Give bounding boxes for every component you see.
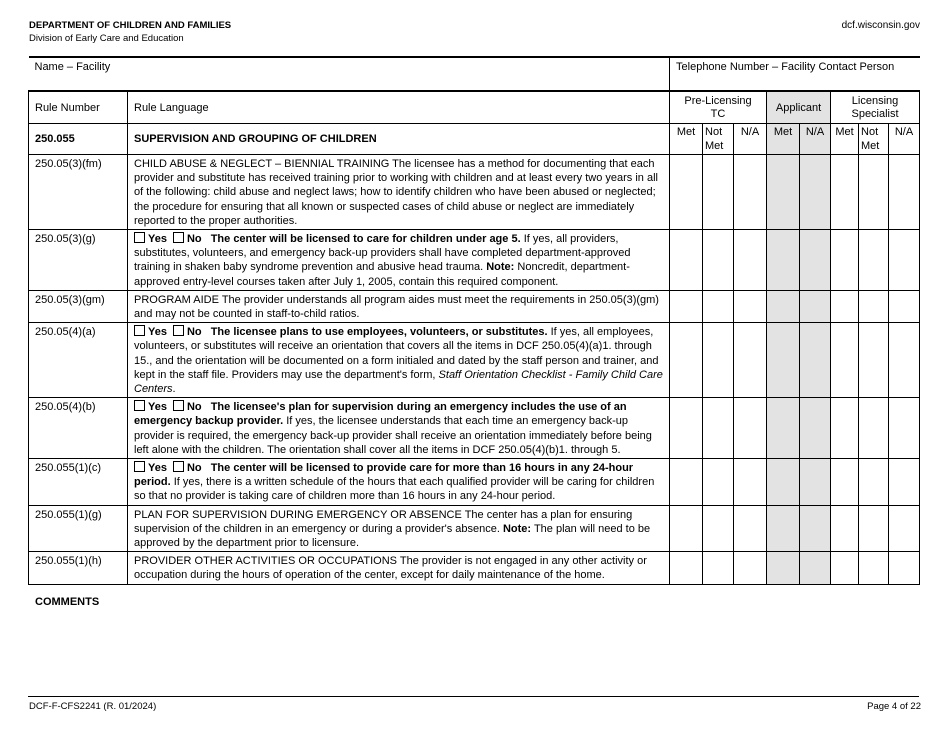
check-cell[interactable]	[831, 154, 859, 229]
department-name: DEPARTMENT OF CHILDREN AND FAMILIES	[29, 20, 232, 31]
rule-question: The center will be licensed to care for children under age 5.	[210, 232, 521, 245]
rule-number: 250.05(4)(a)	[29, 323, 128, 398]
yes-label: Yes	[148, 326, 167, 339]
check-cell[interactable]	[734, 552, 767, 584]
yes-checkbox[interactable]	[134, 400, 145, 411]
rule-text	[128, 398, 670, 459]
rule-row	[29, 398, 920, 459]
check-cell[interactable]	[767, 552, 800, 584]
rule-tail: .	[172, 382, 176, 395]
check-cell[interactable]	[800, 154, 831, 229]
form-title: Staff Orientation Checklist - Family Child Care Centers	[134, 368, 663, 395]
check-cell[interactable]	[889, 398, 920, 459]
rule-text: PROGRAM AIDE The provider understands all program aides must meet the requirements in 250.05(3)(gm) and may not be counted in staff-to-child ratios.	[128, 290, 670, 322]
check-cell[interactable]	[767, 398, 800, 459]
pre-licensing-met-header: Met	[670, 123, 703, 154]
yes-label: Yes	[148, 461, 167, 474]
note-label: Note:	[486, 261, 515, 274]
rule-text	[128, 229, 670, 290]
check-cell[interactable]	[670, 323, 703, 398]
rule-row	[29, 458, 920, 505]
pre-licensing-na-header: N/A	[734, 123, 767, 154]
check-cell[interactable]	[703, 398, 734, 459]
footer-divider	[28, 696, 919, 697]
check-cell[interactable]	[734, 154, 767, 229]
rule-text: CHILD ABUSE & NEGLECT – BIENNIAL TRAINING The licensee has a method for documenting that each provider and substitute has received training prior to working with children and at least every two years in all of the following: child abuse and neglect laws; how to identify children who have been abused or neglected; the procedure for ensuring that all known or suspected cases of child abuse or neglect are immediately reported to the proper authorities.	[128, 154, 670, 229]
no-checkbox[interactable]	[173, 400, 184, 411]
check-cell[interactable]	[767, 229, 800, 290]
check-cell[interactable]	[767, 458, 800, 505]
rule-row	[29, 290, 920, 322]
check-cell[interactable]	[767, 154, 800, 229]
check-cell[interactable]	[800, 458, 831, 505]
check-cell[interactable]	[859, 552, 889, 584]
yes-label: Yes	[148, 401, 167, 414]
no-label: No	[186, 326, 202, 339]
rule-text	[128, 458, 670, 505]
rule-number: 250.055(1)(c)	[29, 458, 128, 505]
rule-row	[29, 323, 920, 398]
column-header-row	[29, 91, 920, 123]
rule-row	[29, 552, 920, 584]
rule-text	[128, 505, 670, 552]
rule-body: If yes, all employees, volunteers, or substitutes will receive an orientation that covers all the items in DCF 250.05(4)(a)1. through 15., and the orientation will be documented on a form initialed and dated by the staff person and trainer, and kept in the staff file. Providers may use the department's form,	[134, 326, 659, 381]
no-label: No	[186, 461, 202, 474]
check-cell[interactable]	[859, 458, 889, 505]
rule-row	[29, 154, 920, 229]
check-cell[interactable]	[670, 458, 703, 505]
check-cell[interactable]	[800, 290, 831, 322]
applicant-na-header: N/A	[800, 123, 831, 154]
rule-number: 250.05(3)(fm)	[29, 154, 128, 229]
check-cell[interactable]	[831, 552, 859, 584]
rule-body: If yes, there is a written schedule of the hours that each qualified provider will be caring for children so that no provider is taking care of children more than 16 hours in any 24-hour period.	[134, 476, 655, 503]
check-cell[interactable]	[889, 290, 920, 322]
comments-label: COMMENTS	[35, 596, 100, 608]
yes-label: Yes	[148, 232, 167, 245]
facility-row	[29, 57, 920, 91]
rule-body: If yes, the licensee understands that each time an emergency back-up provider is required, the emergency back-up provider shall receive an orientation immediately before being left alone with the children. The orientation shall cover all the items in DCF 250.05(4)(b)1. through 5.	[134, 415, 652, 456]
check-cell[interactable]	[703, 290, 734, 322]
rule-body: If yes, all providers, substitutes, volunteers, and emergency back-up providers shall have completed department-approved training in shaken baby syndrome prevention and abusive head trauma.	[134, 232, 631, 274]
check-cell[interactable]	[859, 154, 889, 229]
rule-body: PLAN FOR SUPERVISION DURING EMERGENCY OR ABSENCE The center has a plan for ensuring supervision of the children in an emergency or during a provider's absence.	[134, 508, 633, 535]
note-label: Note:	[502, 522, 532, 535]
check-cell[interactable]	[800, 229, 831, 290]
form-number: DCF-F-CFS2241 (R. 01/2024)	[29, 701, 157, 712]
note-text: Noncredit, department-approved entry-level courses taken after July 1, 2005, contain this required component.	[134, 261, 630, 288]
check-cell[interactable]	[670, 505, 703, 552]
licensing-checklist-table	[28, 56, 920, 585]
rule-number: 250.05(3)(g)	[29, 229, 128, 290]
rule-text	[128, 323, 670, 398]
check-cell[interactable]	[859, 290, 889, 322]
check-cell[interactable]	[831, 290, 859, 322]
check-cell[interactable]	[734, 323, 767, 398]
check-cell[interactable]	[767, 290, 800, 322]
rule-row	[29, 229, 920, 290]
check-cell[interactable]	[767, 505, 800, 552]
section-title: SUPERVISION AND GROUPING OF CHILDREN	[128, 123, 670, 154]
rule-number: 250.055(1)(g)	[29, 505, 128, 552]
check-cell[interactable]	[889, 552, 920, 584]
check-cell[interactable]	[889, 229, 920, 290]
check-cell[interactable]	[734, 458, 767, 505]
check-cell[interactable]	[703, 229, 734, 290]
yes-checkbox[interactable]	[134, 232, 145, 243]
check-cell[interactable]	[859, 398, 889, 459]
no-checkbox[interactable]	[173, 325, 184, 336]
rule-question: The licensee's plan for supervision during an emergency includes the use of an emergency backup provider.	[134, 401, 627, 428]
check-cell[interactable]	[831, 229, 859, 290]
specialist-not-met-header: Not Met	[859, 123, 889, 154]
note-text: The plan will need to be approved by the department prior to licensure.	[134, 522, 651, 549]
yes-checkbox[interactable]	[134, 461, 145, 472]
division-name: Division of Early Care and Education	[29, 33, 184, 44]
rule-question: The licensee plans to use employees, volunteers, or substitutes.	[210, 326, 548, 339]
pre-licensing-header: Pre-Licensing TC	[670, 91, 767, 123]
check-cell[interactable]	[859, 229, 889, 290]
check-cell[interactable]	[889, 505, 920, 552]
check-cell[interactable]	[703, 552, 734, 584]
check-cell[interactable]	[859, 505, 889, 552]
licensing-specialist-header: Licensing Specialist	[831, 91, 920, 123]
no-checkbox[interactable]	[173, 461, 184, 472]
rule-number-header: Rule Number	[29, 91, 128, 123]
specialist-met-header: Met	[831, 123, 859, 154]
yes-checkbox[interactable]	[134, 325, 145, 336]
rule-text: PROVIDER OTHER ACTIVITIES OR OCCUPATIONS The provider is not engaged in any other activity or occupation during the hours of operation of the center, except for daily maintenance of the home.	[128, 552, 670, 584]
check-cell[interactable]	[831, 323, 859, 398]
check-cell[interactable]	[734, 290, 767, 322]
check-cell[interactable]	[889, 458, 920, 505]
facility-name-label: Name – Facility	[34, 61, 111, 73]
check-cell[interactable]	[703, 505, 734, 552]
section-header-row	[29, 123, 920, 154]
no-label: No	[186, 401, 202, 414]
rule-number: 250.05(3)(gm)	[29, 290, 128, 322]
check-cell[interactable]	[831, 458, 859, 505]
check-cell[interactable]	[703, 323, 734, 398]
check-cell[interactable]	[703, 154, 734, 229]
check-cell[interactable]	[734, 505, 767, 552]
no-checkbox[interactable]	[173, 232, 184, 243]
section-number: 250.055	[29, 123, 128, 154]
check-cell[interactable]	[800, 398, 831, 459]
applicant-header: Applicant	[767, 91, 831, 123]
check-cell[interactable]	[889, 323, 920, 398]
no-label: No	[186, 232, 202, 245]
applicant-met-header: Met	[767, 123, 800, 154]
check-cell[interactable]	[800, 552, 831, 584]
rule-question: The center will be licensed to provide care for more than 16 hours in any 24-hour period.	[134, 461, 634, 489]
check-cell[interactable]	[734, 229, 767, 290]
rule-language-header: Rule Language	[128, 91, 670, 123]
check-cell[interactable]	[800, 323, 831, 398]
website: dcf.wisconsin.gov	[841, 20, 920, 31]
page-number: Page 4 of 22	[867, 701, 921, 712]
check-cell[interactable]	[670, 398, 703, 459]
check-cell[interactable]	[889, 154, 920, 229]
check-cell[interactable]	[767, 323, 800, 398]
check-cell[interactable]	[831, 505, 859, 552]
facility-name-field[interactable]	[29, 57, 670, 91]
check-cell[interactable]	[670, 229, 703, 290]
facility-phone-field[interactable]	[670, 57, 920, 91]
check-cell[interactable]	[859, 323, 889, 398]
check-cell[interactable]	[734, 398, 767, 459]
check-cell[interactable]	[670, 290, 703, 322]
rule-number: 250.05(4)(b)	[29, 398, 128, 459]
facility-phone-label: Telephone Number – Facility Contact Person	[676, 61, 895, 73]
check-cell[interactable]	[670, 552, 703, 584]
rule-row	[29, 505, 920, 552]
check-cell[interactable]	[703, 458, 734, 505]
check-cell[interactable]	[831, 398, 859, 459]
pre-licensing-not-met-header: Not Met	[703, 123, 734, 154]
check-cell[interactable]	[800, 505, 831, 552]
check-cell[interactable]	[670, 154, 703, 229]
rule-number: 250.055(1)(h)	[29, 552, 128, 584]
specialist-na-header: N/A	[889, 123, 920, 154]
